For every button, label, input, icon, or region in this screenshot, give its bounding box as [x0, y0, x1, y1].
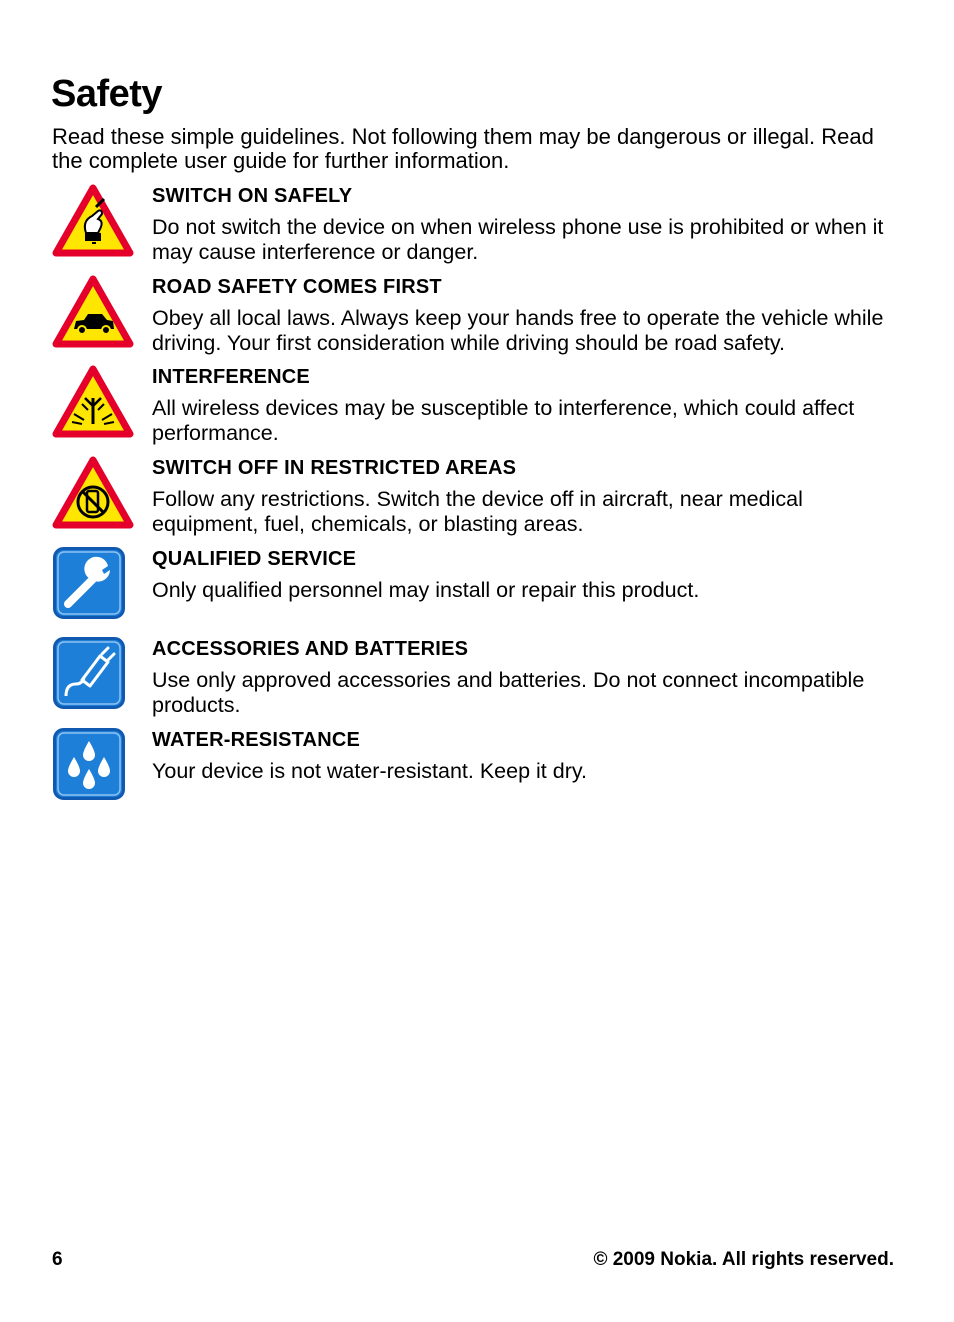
item-body: Obey all local laws. Always keep your hands free to operate the vehicle while driving. Your first consideration while driving should be road safety. [152, 306, 884, 355]
water-drops-icon [52, 727, 126, 805]
item-body: All wireless devices may be susceptible to interference, which could affect performance. [152, 396, 855, 445]
item-heading: INTERFERENCE [152, 366, 310, 388]
switch-on-warning-icon [52, 183, 134, 263]
page-title: Safety [51, 73, 163, 115]
page-number: 6 [52, 1249, 63, 1270]
no-phone-warning-icon [52, 455, 134, 535]
item-body: Your device is not water-resistant. Keep it dry. [152, 759, 587, 783]
plug-icon [52, 636, 126, 714]
item-heading: WATER-RESISTANCE [152, 729, 361, 751]
intro-paragraph: Read these simple guidelines. Not following them may be dangerous or illegal. Read the complete user guide for further information. [52, 124, 874, 173]
item-heading: QUALIFIED SERVICE [152, 548, 357, 570]
car-warning-icon [52, 274, 134, 354]
item-body: Do not switch the device on when wireless phone use is prohibited or when it may cause interference or danger. [152, 215, 884, 264]
item-heading: SWITCH OFF IN RESTRICTED AREAS [152, 457, 517, 479]
item-heading: ACCESSORIES AND BATTERIES [152, 638, 469, 660]
item-body: Follow any restrictions. Switch the device off in aircraft, near medical equipment, fuel, chemicals, or blasting areas. [152, 487, 803, 536]
copyright-notice: © 2009 Nokia. All rights reserved. [593, 1249, 894, 1270]
item-heading: SWITCH ON SAFELY [152, 185, 353, 207]
wrench-icon [52, 546, 126, 624]
antenna-warning-icon [52, 364, 134, 444]
item-body: Use only approved accessories and batteries. Do not connect incompatible products. [152, 668, 865, 717]
item-body: Only qualified personnel may install or repair this product. [152, 578, 700, 602]
item-heading: ROAD SAFETY COMES FIRST [152, 276, 442, 298]
